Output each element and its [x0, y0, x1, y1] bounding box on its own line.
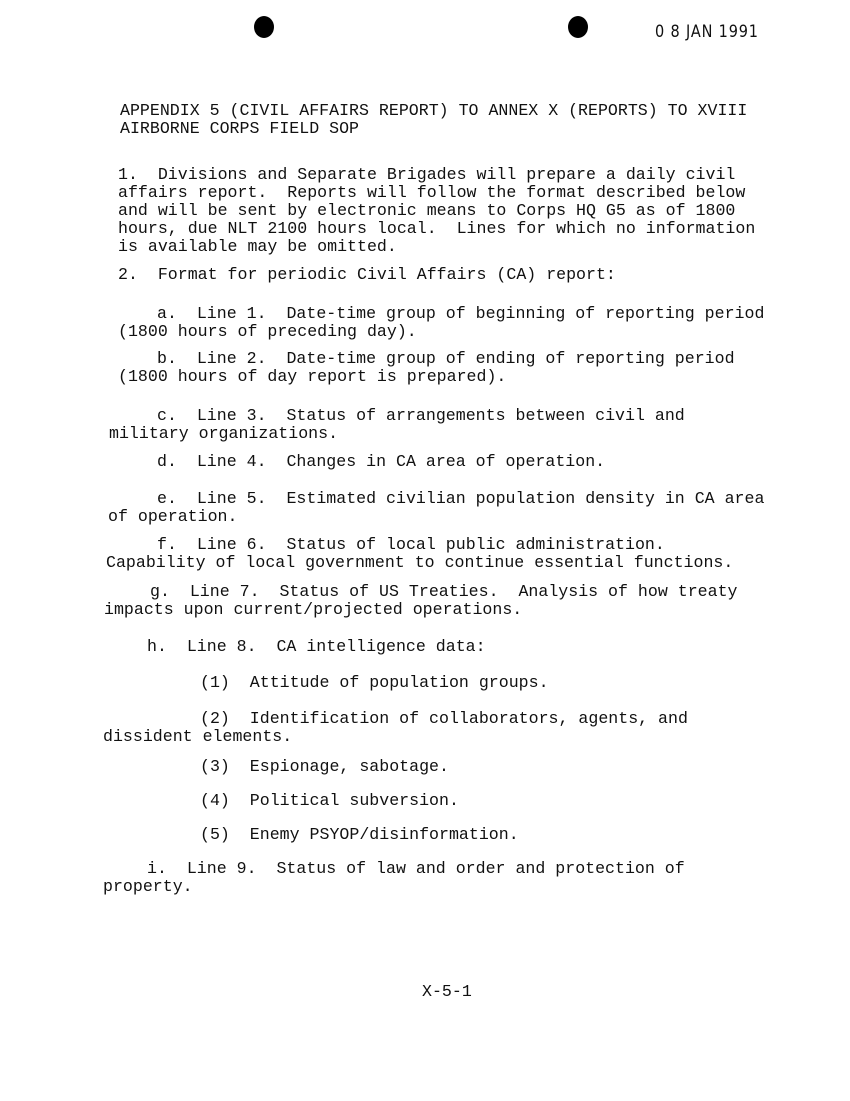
item-h: h. Line 8. CA intelligence data:	[147, 637, 486, 656]
item-h4: (4) Political subversion.	[200, 791, 459, 810]
paragraph-1: is available may be omitted.	[118, 237, 397, 256]
item-g: impacts upon current/projected operations.	[104, 600, 523, 619]
item-h5: (5) Enemy PSYOP/disinformation.	[200, 825, 519, 844]
date-stamp: 0 8 JAN 1991	[655, 22, 759, 42]
item-i: i. Line 9. Status of law and order and protection of	[147, 859, 685, 878]
paragraph-1: and will be sent by electronic means to Corps HQ G5 as of 1800	[118, 201, 736, 220]
punch-hole	[568, 16, 588, 38]
item-d: d. Line 4. Changes in CA area of operation.	[157, 452, 606, 471]
paragraph-2: 2. Format for periodic Civil Affairs (CA) report:	[118, 265, 616, 284]
item-h1: (1) Attitude of population groups.	[200, 673, 549, 692]
paragraph-1: 1. Divisions and Separate Brigades will prepare a daily civil	[118, 165, 736, 184]
item-h2: dissident elements.	[103, 727, 293, 746]
punch-hole	[254, 16, 274, 38]
item-b: b. Line 2. Date-time group of ending of reporting period	[157, 349, 735, 368]
item-h2: (2) Identification of collaborators, agents, and	[200, 709, 688, 728]
item-h3: (3) Espionage, sabotage.	[200, 757, 449, 776]
item-e: e. Line 5. Estimated civilian population density in CA area	[157, 489, 765, 508]
item-f: f. Line 6. Status of local public administration.	[157, 535, 665, 554]
title-line-1: APPENDIX 5 (CIVIL AFFAIRS REPORT) TO ANNEX X (REPORTS) TO XVIII	[120, 101, 748, 120]
item-f: Capability of local government to continue essential functions.	[106, 553, 734, 572]
item-a: (1800 hours of preceding day).	[118, 322, 417, 341]
page-number: X-5-1	[422, 982, 472, 1001]
item-c: c. Line 3. Status of arrangements between civil and	[157, 406, 685, 425]
item-i: property.	[103, 877, 193, 896]
item-e: of operation.	[108, 507, 238, 526]
item-c: military organizations.	[109, 424, 339, 443]
paragraph-1: hours, due NLT 2100 hours local. Lines for which no information	[118, 219, 756, 238]
paragraph-1: affairs report. Reports will follow the format described below	[118, 183, 746, 202]
item-a: a. Line 1. Date-time group of beginning of reporting period	[157, 304, 765, 323]
title-line-2: AIRBORNE CORPS FIELD SOP	[120, 119, 359, 138]
item-g: g. Line 7. Status of US Treaties. Analysis of how treaty	[150, 582, 738, 601]
item-b: (1800 hours of day report is prepared).	[118, 367, 507, 386]
